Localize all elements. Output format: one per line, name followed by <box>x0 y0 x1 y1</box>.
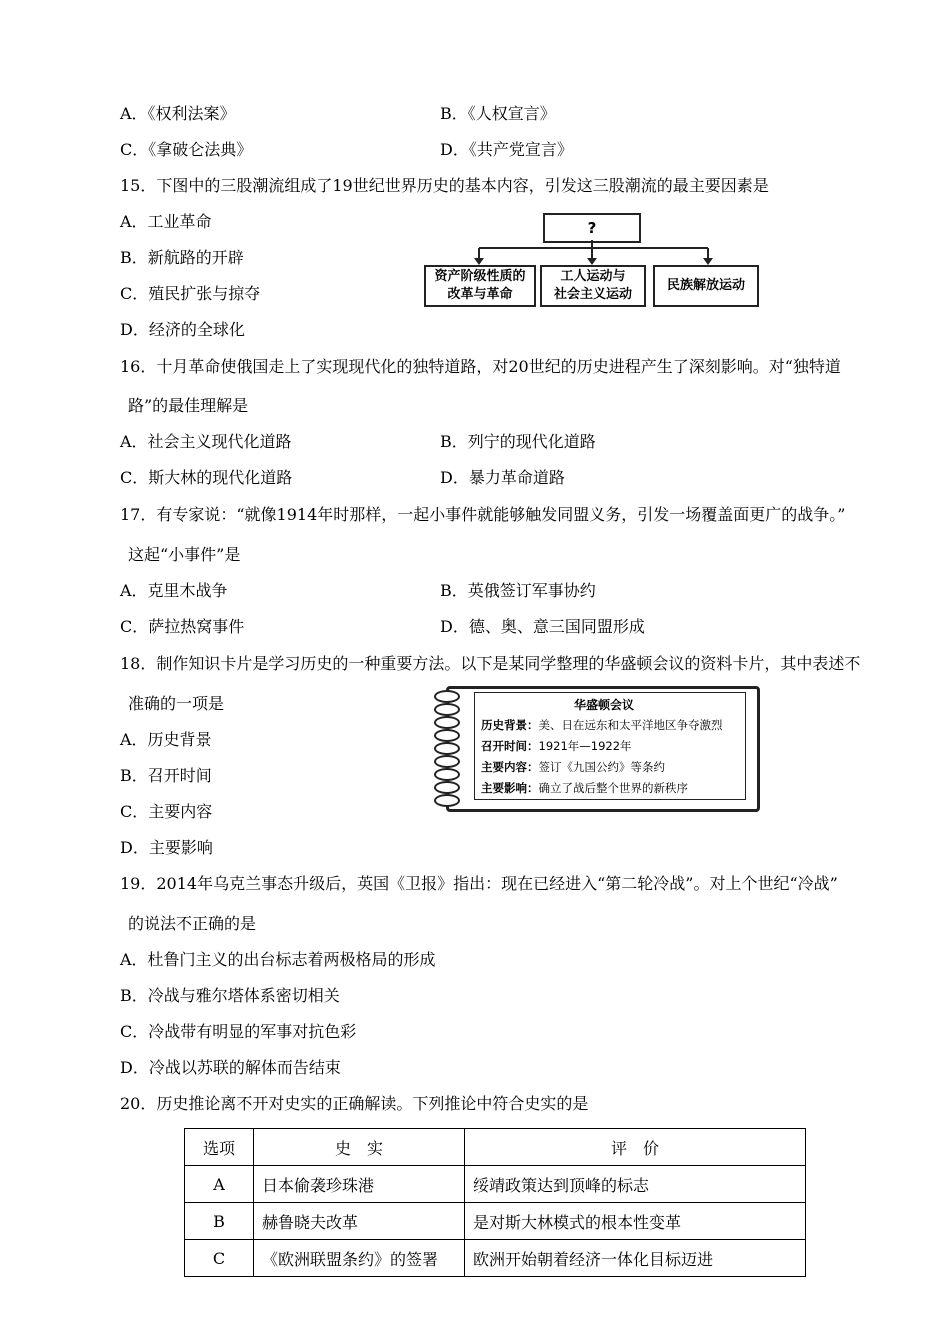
diagram-box-1-line2: 改革与革命 <box>447 287 513 302</box>
q14-option-a: A．《权利法案》 <box>120 104 236 123</box>
card-row-3-key: 主要内容： <box>481 760 539 774</box>
table-header-option: 选项 <box>185 1129 254 1166</box>
table-row <box>185 1166 806 1203</box>
diagram-box-1-line1: 资产阶级性质的 <box>434 269 526 284</box>
q15-stem: 15．下图中的三股潮流组成了19世纪世界历史的基本内容，引发这三股潮流的最主要因素是 <box>120 176 769 195</box>
diagram-box-2-line1: 工人运动与 <box>560 269 626 284</box>
card-row-time <box>481 738 632 754</box>
q19-stem-line1: 19．2014年乌克兰事态升级后，英国《卫报》指出：现在已经进入“第二轮冷战”。对上个世纪“冷战” <box>120 874 838 893</box>
q19-stem-line2: 的说法不正确的是 <box>128 914 257 933</box>
q19-option-b: B．冷战与雅尔塔体系密切相关 <box>120 986 340 1005</box>
q16-option-a: A．社会主义现代化道路 <box>120 432 292 451</box>
card-row-2-value: 1921年—1922年 <box>538 739 632 753</box>
table-cell-fact: 日本偷袭珍珠港 <box>254 1166 465 1203</box>
card-row-content <box>481 759 665 775</box>
q19-option-a: A．杜鲁门主义的出台标志着两极格局的形成 <box>120 950 436 969</box>
card-row-4-value: 确立了战后整个世界的新秩序 <box>538 781 688 795</box>
q14-option-d: D．《共产党宣言》 <box>440 140 573 159</box>
q18-option-c: C．主要内容 <box>120 802 213 821</box>
q17-option-d: D．德、奥、意三国同盟形成 <box>440 617 645 636</box>
q15-option-b: B．新航路的开辟 <box>120 248 244 267</box>
card-row-2-key: 召开时间： <box>481 739 539 753</box>
card-row-1-value: 美、日在远东和太平洋地区争夺激烈 <box>538 718 723 732</box>
diagram-connector-arrows <box>420 240 770 268</box>
diagram-box-2-line2: 社会主义运动 <box>553 287 632 302</box>
diagram-box-national-liberation <box>653 265 759 307</box>
table-cell-fact: 《欧洲联盟条约》的签署 <box>254 1240 465 1277</box>
q14-option-c: C．《拿破仑法典》 <box>120 140 253 159</box>
q15-option-d: D．经济的全球化 <box>120 320 245 339</box>
table-cell-evaluation: 是对斯大林模式的根本性变革 <box>465 1203 806 1240</box>
q20-table <box>184 1128 806 1277</box>
q16-stem-line2: 路”的最佳理解是 <box>128 396 249 415</box>
q20-stem: 20．历史推论离不开对史实的正确解读。下列推论中符合史实的是 <box>120 1094 589 1113</box>
card-row-4-key: 主要影响： <box>481 781 539 795</box>
diagram-box-workers-movement <box>540 265 646 307</box>
table-header-evaluation: 评 价 <box>465 1129 806 1166</box>
table-header-fact: 史 实 <box>254 1129 465 1166</box>
q16-option-b: B．列宁的现代化道路 <box>440 432 596 451</box>
q17-option-a: A．克里木战争 <box>120 581 228 600</box>
table-cell-fact: 赫鲁晓夫改革 <box>254 1203 465 1240</box>
table-cell-evaluation: 欧洲开始朝着经济一体化目标迈进 <box>465 1240 806 1277</box>
q17-stem-line1: 17．有专家说：“就像1914年时那样，一起小事件就能够触发同盟义务，引发一场覆盖面更广的战争。” <box>120 505 846 524</box>
q17-stem-line2: 这起“小事件”是 <box>128 545 241 564</box>
q15-option-a: A．工业革命 <box>120 212 212 231</box>
q18-option-a: A．历史背景 <box>120 730 212 749</box>
q18-option-d: D．主要影响 <box>120 838 213 857</box>
card-row-impact <box>481 780 688 796</box>
q14-option-b: B．《人权宣言》 <box>440 104 556 123</box>
diagram-box-bourgeois-revolution <box>424 265 536 307</box>
table-header-row <box>185 1129 806 1166</box>
card-row-background <box>481 717 723 733</box>
card-row-3-value: 签订《九国公约》等条约 <box>538 760 665 774</box>
q17-option-c: C．萨拉热窝事件 <box>120 617 245 636</box>
q16-option-d: D．暴力革命道路 <box>440 468 565 487</box>
q17-option-b: B．英俄签订军事协约 <box>440 581 596 600</box>
q15-option-c: C．殖民扩张与掠夺 <box>120 284 261 303</box>
diagram-question-box <box>543 213 641 243</box>
table-cell-option: C <box>185 1240 254 1277</box>
q19-option-c: C．冷战带有明显的军事对抗色彩 <box>120 1022 357 1041</box>
table-cell-option: A <box>185 1166 254 1203</box>
table-row <box>185 1240 806 1277</box>
q18-stem-line1: 18．制作知识卡片是学习历史的一种重要方法。以下是某同学整理的华盛顿会议的资料卡片，其中表述不 <box>120 654 861 673</box>
q18-option-b: B．召开时间 <box>120 766 212 785</box>
table-cell-evaluation: 绥靖政策达到顶峰的标志 <box>465 1166 806 1203</box>
q19-option-d: D．冷战以苏联的解体而告结束 <box>120 1058 341 1077</box>
q16-option-c: C．斯大林的现代化道路 <box>120 468 293 487</box>
card-title: 华盛顿会议 <box>574 698 635 712</box>
q16-stem-line1: 16．十月革命使俄国走上了实现现代化的独特道路，对20世纪的历史进程产生了深刻影响。对“独特道 <box>120 357 841 376</box>
table-cell-option: B <box>185 1203 254 1240</box>
table-row <box>185 1203 806 1240</box>
q18-stem-line2: 准确的一项是 <box>128 694 225 713</box>
card-row-1-key: 历史背景： <box>481 718 539 732</box>
diagram-box-3-line1: 民族解放运动 <box>666 278 745 293</box>
diagram-question-mark: ? <box>587 219 597 237</box>
